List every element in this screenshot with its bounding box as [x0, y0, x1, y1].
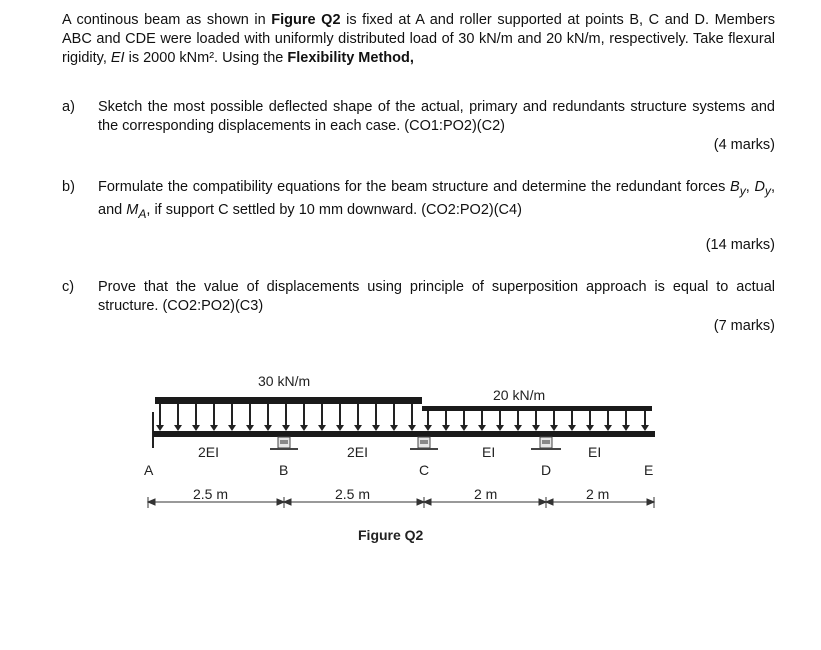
part-b-marks: (14 marks)	[705, 237, 775, 253]
udl-30-knm	[155, 397, 422, 431]
beam	[153, 431, 655, 437]
intro-paragraph	[62, 11, 775, 68]
length-label-ab: 2.5 m	[193, 486, 229, 502]
question-part-b	[62, 178, 775, 224]
roller-support-b	[270, 437, 298, 449]
part-b-sep-1: ,	[745, 179, 755, 195]
redundant-dy: $D_y$	[754, 179, 771, 198]
part-a-text: Sketch the most possible deflected shape of the actual, primary and redundants structure systems and the corresponding displacements in each case. (CO1:PO2)(C2)	[98, 99, 775, 134]
part-b-text	[98, 178, 775, 224]
part-c-text: Prove that the value of displacements using principle of superposition approach is equal to actual structure. (CO2:PO2)(C3)	[98, 279, 775, 314]
part-b-sep-2: , and	[98, 179, 775, 218]
point-label-c: C	[419, 462, 430, 478]
part-a-label: a)	[62, 99, 75, 115]
roller-support-d	[531, 437, 561, 449]
intro-text-2: is fixed at A and roller supported at points B, C and D. Members ABC and CDE were loaded with uniformly distributed load of 30 kN/m and 20 kN/m, respectively. Take flexural rigidity,	[62, 12, 776, 66]
beam-figure	[0, 350, 821, 650]
part-b-label: b)	[62, 179, 75, 195]
udl-20-knm	[422, 406, 652, 431]
point-label-e: E	[644, 462, 654, 478]
question-part-c	[62, 278, 775, 316]
rigidity-label-cd: EI	[482, 444, 496, 460]
point-label-a: A	[144, 462, 154, 478]
intro-text-1: A continous beam as shown in	[62, 12, 272, 28]
length-label-de: 2 m	[586, 486, 610, 502]
length-label-cd: 2 m	[474, 486, 498, 502]
redundant-by: $B_y$	[730, 179, 746, 198]
figure-caption: Figure Q2	[358, 527, 424, 543]
load-label-30: 30 kN/m	[258, 373, 311, 389]
question-part-a	[62, 98, 775, 136]
part-b-text-1: Formulate the compatibility equations for the beam structure and determine the redundant forces	[98, 179, 731, 195]
flexural-rigidity-symbol: EI	[110, 50, 125, 66]
length-label-bc: 2.5 m	[335, 486, 371, 502]
redundant-ma: $M_A$	[126, 201, 147, 221]
rigidity-label-ab: 2EI	[198, 444, 220, 460]
part-a-marks: (4 marks)	[713, 137, 775, 153]
rigidity-label-de: EI	[588, 444, 602, 460]
part-c-marks: (7 marks)	[713, 318, 775, 334]
part-c-label: c)	[62, 279, 75, 295]
method-name: Flexibility Method,	[287, 50, 414, 66]
load-label-20: 20 kN/m	[493, 387, 546, 403]
intro-text-3: is 2000 kNm². Using the	[124, 50, 288, 66]
rigidity-label-bc: 2EI	[347, 444, 369, 460]
part-b-text-2: , if support C settled by 10 mm downward. (CO2:PO2)(C4)	[146, 201, 522, 218]
point-label-d: D	[541, 462, 552, 478]
figure-reference: Figure Q2	[271, 12, 341, 28]
point-label-b: B	[279, 462, 289, 478]
roller-support-c	[410, 437, 438, 449]
